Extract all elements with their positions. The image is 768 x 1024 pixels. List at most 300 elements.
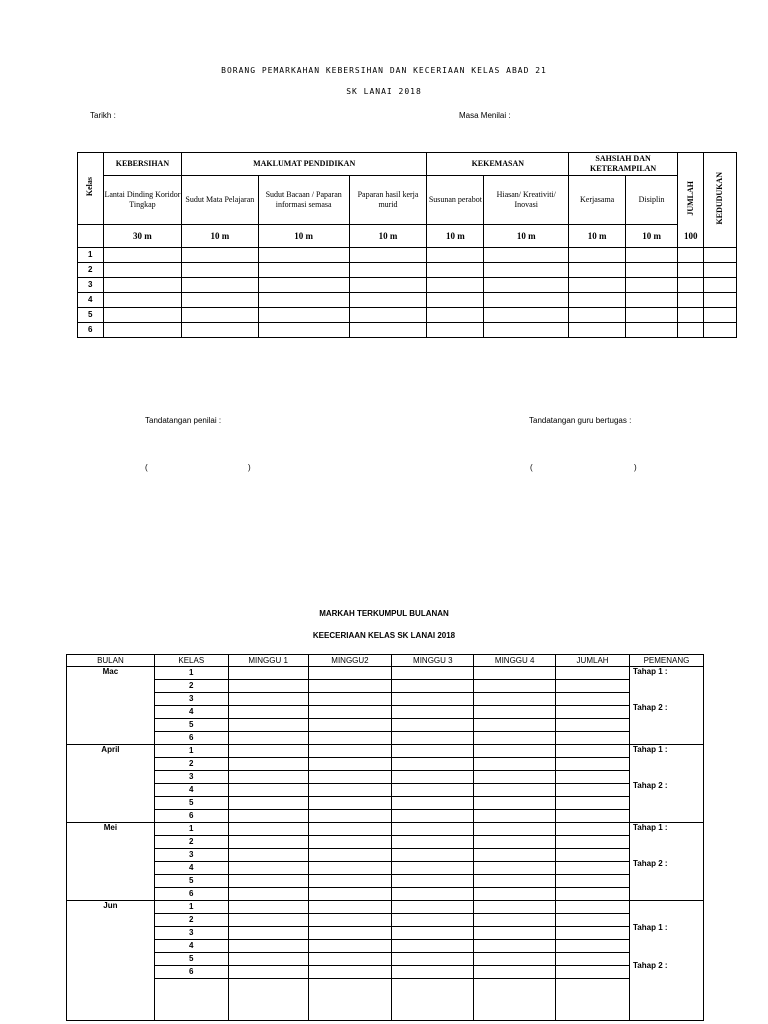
score-cell[interactable] <box>474 888 556 901</box>
score-cell[interactable] <box>308 719 392 732</box>
mark-susunan: 10 m <box>427 225 484 248</box>
score-cell[interactable] <box>103 248 181 263</box>
table-row <box>67 901 704 914</box>
score-cell[interactable] <box>392 758 474 771</box>
score-cell[interactable] <box>258 323 349 338</box>
mark-kerjasama: 10 m <box>569 225 626 248</box>
score-cell[interactable] <box>392 797 474 810</box>
score-cell[interactable] <box>258 263 349 278</box>
score-cell[interactable] <box>103 278 181 293</box>
score-cell[interactable] <box>228 862 308 875</box>
score-cell[interactable] <box>484 248 569 263</box>
form-subtitle: SK LANAI 2018 <box>346 87 422 96</box>
table-row <box>67 706 704 719</box>
table-row <box>67 940 704 953</box>
table-row <box>67 875 704 888</box>
table-row <box>67 784 704 797</box>
tarikh-label: Tarikh : <box>90 111 116 120</box>
kelas-cell: 4 <box>154 940 228 953</box>
score-cell[interactable] <box>228 797 308 810</box>
score-cell[interactable] <box>484 293 569 308</box>
score-cell[interactable] <box>703 293 736 308</box>
score-cell[interactable] <box>181 248 258 263</box>
score-cell[interactable] <box>556 797 630 810</box>
kelas-cell: 2 <box>154 680 228 693</box>
score-cell[interactable] <box>556 875 630 888</box>
score-cell[interactable] <box>556 901 630 914</box>
score-cell[interactable] <box>308 823 392 836</box>
score-cell[interactable] <box>556 953 630 966</box>
score-cell[interactable] <box>474 901 556 914</box>
tahap-1-label: Tahap 1 : <box>633 745 668 754</box>
tahap-2-label: Tahap 2 : <box>633 961 668 970</box>
kelas-cell: 2 <box>154 836 228 849</box>
score-cell[interactable] <box>258 308 349 323</box>
score-cell[interactable] <box>308 849 392 862</box>
score-cell[interactable] <box>392 940 474 953</box>
score-cell[interactable] <box>427 293 484 308</box>
monthly-table <box>66 654 704 1021</box>
score-cell[interactable] <box>308 784 392 797</box>
score-cell[interactable] <box>228 849 308 862</box>
score-cell[interactable] <box>556 979 630 1021</box>
mark-hiasan: 10 m <box>484 225 569 248</box>
score-cell[interactable] <box>349 323 427 338</box>
table-row <box>67 927 704 940</box>
score-cell[interactable] <box>703 248 736 263</box>
score-cell[interactable] <box>556 693 630 706</box>
score-cell[interactable] <box>154 979 228 1021</box>
kelas-cell: 5 <box>154 719 228 732</box>
score-cell[interactable] <box>228 979 308 1021</box>
score-cell[interactable] <box>474 693 556 706</box>
score-cell[interactable] <box>678 248 704 263</box>
kelas-cell: 6 <box>154 732 228 745</box>
table-row <box>67 797 704 810</box>
row-number: 2 <box>78 263 104 278</box>
blank-cell <box>78 225 104 248</box>
score-cell[interactable] <box>103 263 181 278</box>
score-cell[interactable] <box>228 966 308 979</box>
score-cell[interactable] <box>427 248 484 263</box>
score-cell[interactable] <box>308 888 392 901</box>
score-cell[interactable] <box>308 771 392 784</box>
sub-sudut-bacaan: Sudut Bacaan / Paparan informasi semasa <box>258 176 349 225</box>
score-cell[interactable] <box>308 927 392 940</box>
score-cell[interactable] <box>308 693 392 706</box>
score-cell[interactable] <box>556 966 630 979</box>
table-row <box>78 248 737 263</box>
score-cell[interactable] <box>427 263 484 278</box>
score-cell[interactable] <box>556 706 630 719</box>
score-cell[interactable] <box>349 293 427 308</box>
jumlah-header: JUMLAH <box>678 153 704 248</box>
tahap-2-label: Tahap 2 : <box>633 859 668 868</box>
score-cell[interactable] <box>556 823 630 836</box>
score-cell[interactable] <box>392 901 474 914</box>
score-cell[interactable] <box>569 323 626 338</box>
score-cell[interactable] <box>474 914 556 927</box>
score-cell[interactable] <box>308 706 392 719</box>
kelas-cell: 5 <box>154 797 228 810</box>
score-cell[interactable] <box>556 719 630 732</box>
score-cell[interactable] <box>678 308 704 323</box>
pemenang-cell[interactable] <box>630 667 704 745</box>
table-row <box>67 719 704 732</box>
score-cell[interactable] <box>308 914 392 927</box>
table-row <box>67 732 704 745</box>
sub-kerjasama: Kerjasama <box>569 176 626 225</box>
kelas-cell: 5 <box>154 875 228 888</box>
header-cell: KELAS <box>154 655 228 667</box>
score-cell[interactable] <box>484 323 569 338</box>
sub-susunan: Susunan perabot <box>427 176 484 225</box>
score-cell[interactable] <box>474 810 556 823</box>
score-cell[interactable] <box>556 784 630 797</box>
score-cell[interactable] <box>392 836 474 849</box>
kelas-cell: 6 <box>154 888 228 901</box>
score-cell[interactable] <box>228 758 308 771</box>
score-cell[interactable] <box>228 953 308 966</box>
table-row <box>78 263 737 278</box>
score-cell[interactable] <box>678 323 704 338</box>
score-cell[interactable] <box>556 771 630 784</box>
scoring-table <box>77 152 737 338</box>
score-cell[interactable] <box>474 875 556 888</box>
score-cell[interactable] <box>308 940 392 953</box>
score-cell[interactable] <box>392 771 474 784</box>
header-cell: MINGGU 1 <box>228 655 308 667</box>
score-cell[interactable] <box>569 263 626 278</box>
kelas-cell: 3 <box>154 927 228 940</box>
score-cell[interactable] <box>474 680 556 693</box>
header-cell: PEMENANG <box>630 655 704 667</box>
score-cell[interactable] <box>392 862 474 875</box>
score-cell[interactable] <box>392 823 474 836</box>
score-cell[interactable] <box>103 308 181 323</box>
tahap-1-label: Tahap 1 : <box>633 923 668 932</box>
score-cell[interactable] <box>556 940 630 953</box>
score-cell[interactable] <box>181 323 258 338</box>
header-cell: MINGGU 3 <box>392 655 474 667</box>
row-number: 5 <box>78 308 104 323</box>
score-cell[interactable] <box>308 732 392 745</box>
kekemasan-header: KEKEMASAN <box>427 153 569 176</box>
score-cell[interactable] <box>556 862 630 875</box>
penilai-signature-label: Tandatangan penilai : <box>145 416 222 425</box>
score-cell[interactable] <box>308 745 392 758</box>
score-cell[interactable] <box>556 914 630 927</box>
score-cell[interactable] <box>308 667 392 680</box>
header-cell: JUMLAH <box>556 655 630 667</box>
month-cell: Jun <box>67 901 155 1021</box>
score-cell[interactable] <box>427 278 484 293</box>
score-cell[interactable] <box>474 784 556 797</box>
row-number: 6 <box>78 323 104 338</box>
table-row <box>67 745 704 758</box>
penilai-open-paren: ( <box>145 463 148 472</box>
kelas-cell: 5 <box>154 953 228 966</box>
score-cell[interactable] <box>228 836 308 849</box>
score-cell[interactable] <box>474 706 556 719</box>
score-cell[interactable] <box>392 784 474 797</box>
score-cell[interactable] <box>392 849 474 862</box>
table-row <box>67 836 704 849</box>
score-cell[interactable] <box>569 293 626 308</box>
kebersihan-header: KEBERSIHAN <box>103 153 181 176</box>
score-cell[interactable] <box>228 810 308 823</box>
score-cell[interactable] <box>308 836 392 849</box>
table-row <box>67 914 704 927</box>
kelas-cell: 1 <box>154 823 228 836</box>
row-number: 4 <box>78 293 104 308</box>
score-cell[interactable] <box>474 771 556 784</box>
month-cell: April <box>67 745 155 823</box>
score-cell[interactable] <box>703 263 736 278</box>
score-cell[interactable] <box>626 323 678 338</box>
score-cell[interactable] <box>474 823 556 836</box>
table-row <box>67 888 704 901</box>
tahap-2-label: Tahap 2 : <box>633 781 668 790</box>
score-cell[interactable] <box>392 914 474 927</box>
kelas-header: Kelas <box>78 153 104 225</box>
score-cell[interactable] <box>103 323 181 338</box>
mark-disiplin: 10 m <box>626 225 678 248</box>
score-cell[interactable] <box>569 278 626 293</box>
score-cell[interactable] <box>181 308 258 323</box>
score-cell[interactable] <box>556 667 630 680</box>
sahsiah-header: SAHSIAH DAN KETERAMPILAN <box>569 153 678 176</box>
score-cell[interactable] <box>392 953 474 966</box>
score-cell[interactable] <box>228 667 308 680</box>
header-cell: BULAN <box>67 655 155 667</box>
score-cell[interactable] <box>349 263 427 278</box>
score-cell[interactable] <box>228 771 308 784</box>
score-cell[interactable] <box>474 758 556 771</box>
score-cell[interactable] <box>703 323 736 338</box>
score-cell[interactable] <box>392 745 474 758</box>
kelas-cell: 4 <box>154 706 228 719</box>
tahap-2-label: Tahap 2 : <box>633 703 668 712</box>
score-cell[interactable] <box>349 308 427 323</box>
score-cell[interactable] <box>228 914 308 927</box>
kelas-cell: 3 <box>154 849 228 862</box>
pemenang-cell[interactable] <box>630 901 704 1021</box>
score-cell[interactable] <box>308 680 392 693</box>
score-cell[interactable] <box>308 862 392 875</box>
pemenang-cell[interactable] <box>630 745 704 823</box>
score-cell[interactable] <box>556 888 630 901</box>
score-cell[interactable] <box>181 278 258 293</box>
score-cell[interactable] <box>626 248 678 263</box>
score-cell[interactable] <box>474 953 556 966</box>
score-cell[interactable] <box>349 278 427 293</box>
table-row <box>78 278 737 293</box>
score-cell[interactable] <box>349 248 427 263</box>
month-cell: Mei <box>67 823 155 901</box>
table-row <box>67 758 704 771</box>
score-cell[interactable] <box>308 758 392 771</box>
score-cell[interactable] <box>427 308 484 323</box>
table-row <box>67 693 704 706</box>
score-cell[interactable] <box>392 810 474 823</box>
score-cell[interactable] <box>556 758 630 771</box>
kedudukan-header: KEDUDUKAN <box>703 153 736 248</box>
score-cell[interactable] <box>228 940 308 953</box>
score-cell[interactable] <box>474 745 556 758</box>
score-cell[interactable] <box>258 278 349 293</box>
score-cell[interactable] <box>484 278 569 293</box>
kelas-cell: 6 <box>154 966 228 979</box>
score-cell[interactable] <box>392 979 474 1021</box>
score-cell[interactable] <box>392 927 474 940</box>
score-cell[interactable] <box>569 248 626 263</box>
row-number: 3 <box>78 278 104 293</box>
monthly-title: MARKAH TERKUMPUL BULANAN <box>319 609 449 618</box>
score-cell[interactable] <box>228 680 308 693</box>
maklumat-pendidikan-header: MAKLUMAT PENDIDIKAN <box>181 153 427 176</box>
score-cell[interactable] <box>258 248 349 263</box>
score-cell[interactable] <box>308 979 392 1021</box>
score-cell[interactable] <box>228 901 308 914</box>
tahap-1-label: Tahap 1 : <box>633 667 668 676</box>
score-cell[interactable] <box>678 278 704 293</box>
sub-sudut-mata: Sudut Mata Pelajaran <box>181 176 258 225</box>
month-cell: Mac <box>67 667 155 745</box>
score-cell[interactable] <box>228 706 308 719</box>
score-cell[interactable] <box>474 732 556 745</box>
form-title: BORANG PEMARKAHAN KEBERSIHAN DAN KECERIAAN KELAS ABAD 21 <box>221 66 547 75</box>
mark-sudut-mata: 10 m <box>181 225 258 248</box>
score-cell[interactable] <box>474 797 556 810</box>
score-cell[interactable] <box>556 836 630 849</box>
score-cell[interactable] <box>308 966 392 979</box>
mark-lantai: 30 m <box>103 225 181 248</box>
score-cell[interactable] <box>556 849 630 862</box>
score-cell[interactable] <box>228 693 308 706</box>
score-cell[interactable] <box>626 308 678 323</box>
score-cell[interactable] <box>308 810 392 823</box>
score-cell[interactable] <box>308 797 392 810</box>
guru-open-paren: ( <box>530 463 533 472</box>
score-cell[interactable] <box>228 888 308 901</box>
score-cell[interactable] <box>228 732 308 745</box>
mark-jumlah: 100 <box>684 231 698 241</box>
table-row <box>67 823 704 836</box>
score-cell[interactable] <box>392 680 474 693</box>
score-cell[interactable] <box>392 732 474 745</box>
score-cell[interactable] <box>228 823 308 836</box>
score-cell[interactable] <box>392 966 474 979</box>
score-cell[interactable] <box>228 875 308 888</box>
table-row <box>67 667 704 680</box>
table-row <box>67 849 704 862</box>
score-cell[interactable] <box>626 263 678 278</box>
kelas-cell: 1 <box>154 667 228 680</box>
kelas-cell: 2 <box>154 758 228 771</box>
sub-paparan-hasil: Paparan hasil kerja murid <box>349 176 427 225</box>
sub-hiasan: Hiasan/ Kreativiti/ Inovasi <box>484 176 569 225</box>
score-cell[interactable] <box>474 862 556 875</box>
kelas-cell: 2 <box>154 914 228 927</box>
score-cell[interactable] <box>626 293 678 308</box>
score-cell[interactable] <box>556 927 630 940</box>
kelas-cell: 6 <box>154 810 228 823</box>
table-row <box>67 966 704 979</box>
score-cell[interactable] <box>678 263 704 278</box>
score-cell[interactable] <box>556 745 630 758</box>
score-cell[interactable] <box>474 667 556 680</box>
tahap-1-label: Tahap 1 : <box>633 823 668 832</box>
kelas-cell: 1 <box>154 745 228 758</box>
score-cell[interactable] <box>474 940 556 953</box>
table-row <box>67 771 704 784</box>
score-cell[interactable] <box>484 263 569 278</box>
pemenang-cell[interactable] <box>630 823 704 901</box>
mark-paparan-hasil: 10 m <box>349 225 427 248</box>
guru-close-paren: ) <box>634 463 637 472</box>
score-cell[interactable] <box>474 836 556 849</box>
score-cell[interactable] <box>703 308 736 323</box>
score-cell[interactable] <box>484 308 569 323</box>
table-row <box>67 680 704 693</box>
guru-signature-label: Tandatangan guru bertugas : <box>529 416 632 425</box>
score-cell[interactable] <box>474 719 556 732</box>
score-cell[interactable] <box>427 323 484 338</box>
score-cell[interactable] <box>392 875 474 888</box>
score-cell[interactable] <box>308 875 392 888</box>
score-cell[interactable] <box>392 719 474 732</box>
score-cell[interactable] <box>556 680 630 693</box>
score-cell[interactable] <box>678 293 704 308</box>
score-cell[interactable] <box>569 308 626 323</box>
score-cell[interactable] <box>308 953 392 966</box>
score-cell[interactable] <box>228 719 308 732</box>
kelas-cell: 3 <box>154 771 228 784</box>
score-cell[interactable] <box>392 693 474 706</box>
score-cell[interactable] <box>556 810 630 823</box>
score-cell[interactable] <box>181 263 258 278</box>
score-cell[interactable] <box>392 706 474 719</box>
score-cell[interactable] <box>228 745 308 758</box>
score-cell[interactable] <box>392 667 474 680</box>
score-cell[interactable] <box>626 278 678 293</box>
sub-lantai: Lantai Dinding Koridor Tingkap <box>103 176 181 225</box>
score-cell[interactable] <box>228 927 308 940</box>
score-cell[interactable] <box>703 278 736 293</box>
kelas-cell: 4 <box>154 862 228 875</box>
header-cell: MINGGU 4 <box>474 655 556 667</box>
score-cell[interactable] <box>474 927 556 940</box>
monthly-subtitle: KEECERIAAN KELAS SK LANAI 2018 <box>312 631 456 640</box>
score-cell[interactable] <box>181 293 258 308</box>
table-row <box>67 979 704 1021</box>
score-cell[interactable] <box>556 732 630 745</box>
kelas-cell: 4 <box>154 784 228 797</box>
header-cell: MINGGU2 <box>308 655 392 667</box>
score-cell[interactable] <box>258 293 349 308</box>
score-cell[interactable] <box>103 293 181 308</box>
score-cell[interactable] <box>308 901 392 914</box>
score-cell[interactable] <box>392 888 474 901</box>
score-cell[interactable] <box>474 966 556 979</box>
mark-sudut-bacaan: 10 m <box>258 225 349 248</box>
score-cell[interactable] <box>228 784 308 797</box>
score-cell[interactable] <box>474 979 556 1021</box>
sub-disiplin: Disiplin <box>626 176 678 225</box>
kelas-cell: 1 <box>154 901 228 914</box>
score-cell[interactable] <box>474 849 556 862</box>
